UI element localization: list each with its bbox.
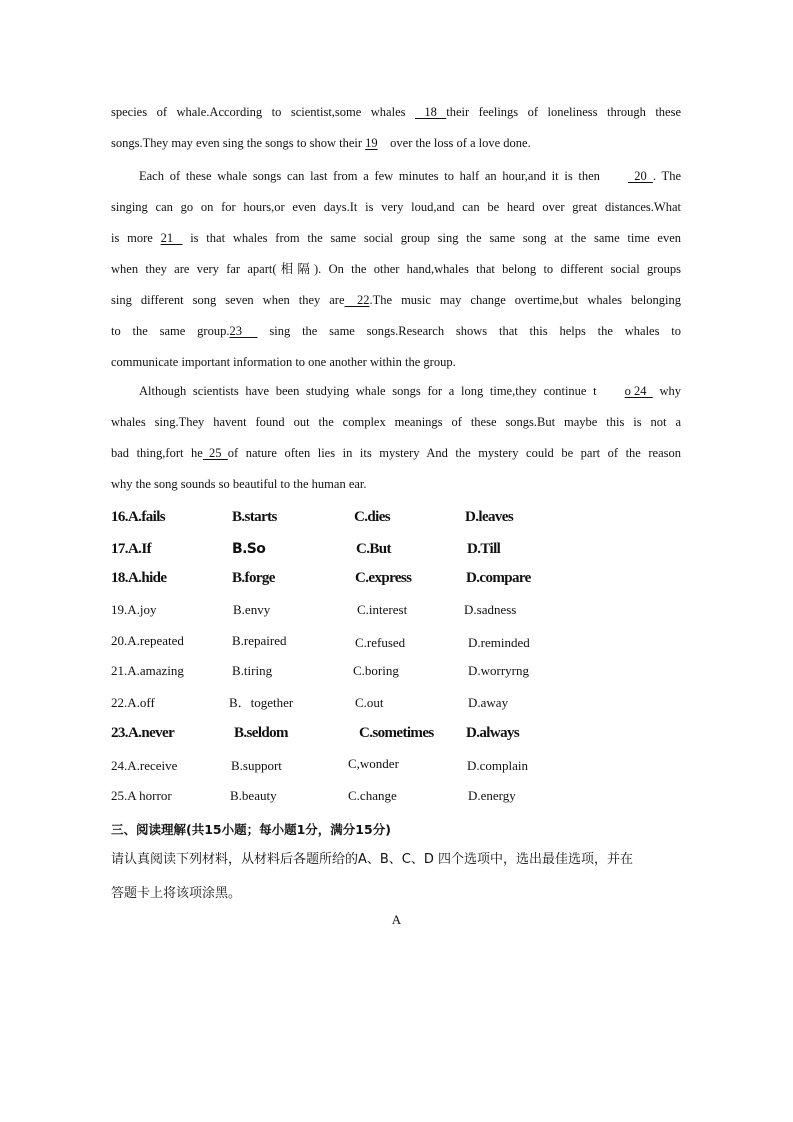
option-25-a: 25.A horror <box>111 788 172 803</box>
option-17-c: C.But <box>356 541 391 557</box>
option-18-a: 18.A.hide <box>111 570 167 586</box>
option-22-a: 22.A.off <box>111 695 155 710</box>
blank-22: 22 <box>344 293 370 307</box>
blank-24: o 24 <box>624 384 653 398</box>
option-25-c: C.change <box>348 788 397 803</box>
passage-text: over the loss of a love done. <box>377 136 531 150</box>
passage-line <box>111 438 681 469</box>
option-18-c: C.express <box>355 570 412 586</box>
passage-line <box>111 376 681 407</box>
option-17-b: B.So <box>232 541 266 557</box>
passage-text: sing different song seven when they are <box>111 293 345 307</box>
option-18-b: B.forge <box>232 570 275 586</box>
passage-text: their feelings of loneliness through these <box>446 105 682 119</box>
option-19-a: 19.A.joy <box>111 602 157 617</box>
option-25-b: B.beauty <box>230 788 277 803</box>
option-20-b: B.repaired <box>232 633 287 648</box>
passage-text: why <box>659 384 682 398</box>
passage-line: communicate important information to one another within the group. <box>111 355 456 369</box>
section-instructions-line-1: 请认真阅读下列材料，从材料后各题所给的A、B、C、D 四个选项中，选出最佳选项，并在 <box>111 852 634 867</box>
option-23-a: 23.A.never <box>111 725 175 741</box>
passage-paragraph-1 <box>111 97 681 159</box>
option-24-d: D.complain <box>467 758 529 773</box>
option-20-a: 20.A.repeated <box>111 633 184 648</box>
option-21-c: C.boring <box>353 663 399 678</box>
part-label: A <box>391 912 402 927</box>
passage-text: . The <box>652 169 681 183</box>
passage-line: singing can go on for hours,or even days.It is very loud,and can be heard over great distances.What <box>111 200 681 214</box>
option-21-a: 21.A.amazing <box>111 663 184 678</box>
option-22-d: D.away <box>468 695 509 710</box>
passage-text: bad thing,fort he <box>111 446 203 460</box>
option-19-b: B.envy <box>233 602 271 617</box>
option-22-c: C.out <box>355 695 384 710</box>
passage-text: is that whales from the same social group sing the same song at the same time even <box>190 231 681 245</box>
passage-text: when they are very far apart(相隔). <box>111 262 322 276</box>
option-19-d: D.sadness <box>464 602 517 617</box>
passage-line <box>111 316 681 347</box>
blank-23: 23 <box>229 324 258 338</box>
passage-text: sing the same songs.Research shows that this helps the whales to <box>269 324 682 338</box>
option-21-d: D.worryrng <box>468 663 530 678</box>
passage-line <box>111 223 681 254</box>
passage-line <box>111 161 681 192</box>
passage-text: On the other hand,whales that belong to different social groups <box>328 262 682 276</box>
option-23-b: B.seldom <box>234 725 288 741</box>
option-17-a: 17.A.If <box>111 541 151 557</box>
option-19-c: C.interest <box>357 602 408 617</box>
passage-paragraph-3 <box>111 376 681 500</box>
option-17-d: D.Till <box>467 541 501 557</box>
option-23-d: D.always <box>466 725 520 741</box>
section-instructions-line-2: 答题卡上将该项涂黑。 <box>111 886 242 901</box>
option-22-b: B．together <box>229 695 294 710</box>
passage-paragraph-2 <box>111 161 681 378</box>
passage-text: songs.They may even sing the songs to show their <box>111 136 363 150</box>
passage-text: Each of these whale songs can last from a few minutes to half an hour,and it is then <box>139 169 600 183</box>
passage-line <box>111 128 681 159</box>
option-24-b: B.support <box>231 758 282 773</box>
passage-text: .The music may change overtime,but whales belonging <box>369 293 682 307</box>
option-24-c: C,wonder <box>348 756 399 771</box>
option-24-a: 24.A.receive <box>111 758 178 773</box>
passage-text: to the same group. <box>111 324 230 338</box>
passage-text: species of whale.According to scientist,some whales <box>111 105 406 119</box>
option-20-c: C.refused <box>355 635 406 650</box>
option-16-a: 16.A.fails <box>111 509 166 525</box>
option-16-c: C.dies <box>354 509 390 525</box>
blank-19: 19 <box>365 136 378 150</box>
option-25-d: D.energy <box>468 788 516 803</box>
passage-line: whales sing.They havent found out the complex meanings of these songs.But maybe this is not a <box>111 415 681 429</box>
passage-line <box>111 97 681 128</box>
passage-text: of nature often lies in its mystery And the mystery could be part of the reason <box>227 446 682 460</box>
passage-text: Although scientists have been studying whale songs for a long time,they continue t <box>139 384 597 398</box>
passage-line <box>111 285 681 316</box>
passage-line: why the song sounds so beautiful to the human ear. <box>111 477 367 491</box>
blank-20: 20 <box>627 169 653 183</box>
section-heading: 三、阅读理解(共15小题；每小题1分，满分15分) <box>111 822 391 837</box>
option-18-d: D.compare <box>466 570 531 586</box>
option-16-b: B.starts <box>232 509 277 525</box>
option-23-c: C.sometimes <box>359 725 434 741</box>
blank-21: 21 <box>160 231 183 245</box>
blank-25: 25 <box>202 446 228 460</box>
option-21-b: B.tiring <box>232 663 273 678</box>
option-16-d: D.leaves <box>465 509 514 525</box>
passage-line <box>111 254 681 285</box>
passage-text: is more <box>111 231 153 245</box>
option-20-d: D.reminded <box>468 635 530 650</box>
blank-18: 18 <box>414 105 447 119</box>
